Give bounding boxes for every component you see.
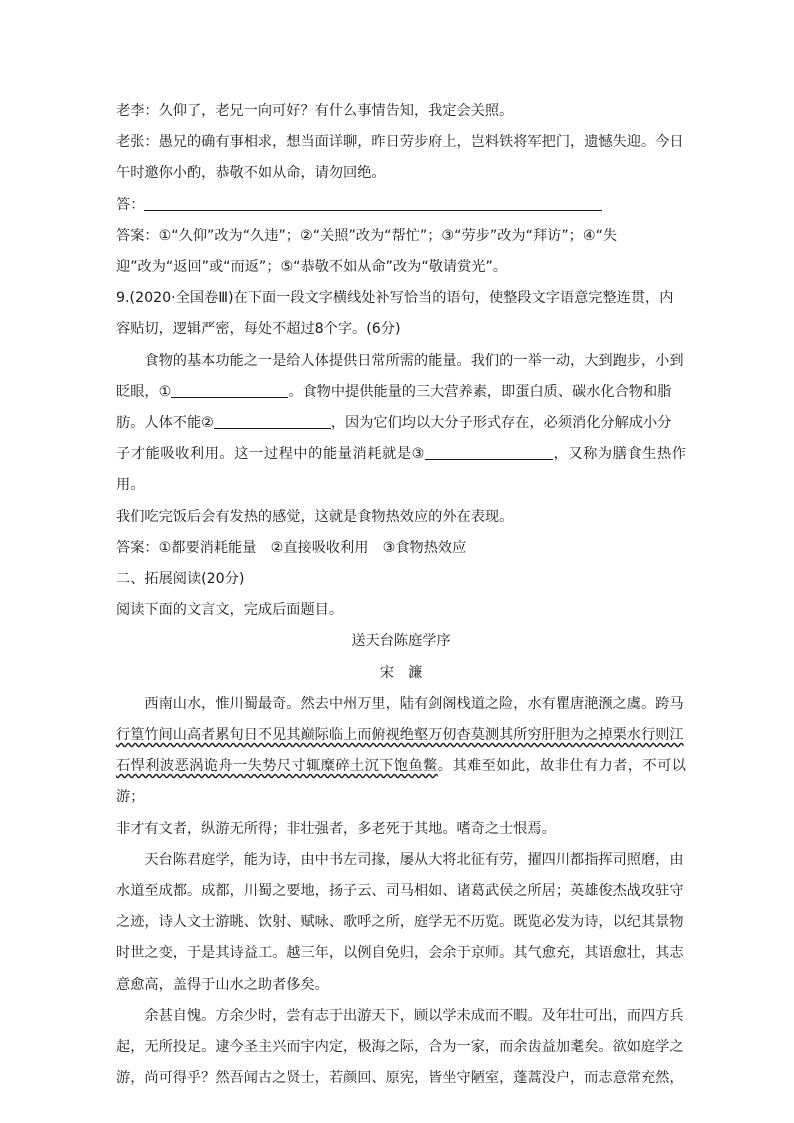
q9-para-line4 [116,439,686,501]
answer8-line1: 答案：①“久仰”改为“久违”；②“关照”改为“帮忙”；③“劳步”改为“拜访”；④“失 [116,227,618,244]
q9-para-line2 [116,377,686,408]
dialogue-li: 老李：久仰了，老兄一向可好？有什么事情告知，我定会关照。 [116,103,514,119]
q9-stem-line1: 9.(2020·全国卷Ⅲ)在下面一段文字横线处补写恰当的语句，使整段文字语意完整连贯，内 [116,290,674,307]
q9-para-line5: 我们吃完饭后会有发热的感觉，这就是食物热效应的外在表现。 [116,508,514,525]
passage-p1-line3 [116,751,686,813]
q9-stem-line2: 容贴切，逻辑严密，每处不超过8个字。(6分) [116,321,401,338]
passage-p2-line4: 时世之变，于是其诗益工。越三年，以例自免归，会余于京师。其气愈充，其语愈壮，其志 [116,945,684,962]
underlined-sentence: 行篁竹间山高者累旬日不见其巅际临上而俯视绝壑万仞杳莫测其所穷肝胆为之掉栗水行则江 [116,727,684,744]
passage-p2-line5: 意愈高，盖得于山水之助者侈矣。 [116,976,329,993]
passage-p3-line3: 游，尚可得乎？然吾闻古之贤士，若颜回、原宪，皆坐守陋室，蓬蒿没户，而志意常充然， [116,1070,684,1087]
answer8-line2: 迎”改为“返回”或“而返”；⑤“恭敬不如从命”改为“敬请赏光”。 [116,259,507,276]
underlined-sentence: 石悍利波恶涡诡舟一失势尺寸辄糜碎土沉下饱鱼鳖 [116,758,438,775]
fill-blank-3[interactable] [425,441,553,460]
passage-title: 送天台陈庭学序 [351,633,451,650]
q9-text: 肪。人体不能② [116,415,214,432]
passage-p3-line1: 余甚自愧。方余少时，尝有志于出游天下，顾以学未成而不暇。及年壮可出，而四方兵 [144,1007,684,1024]
q9-text: ，又称为膳食生热作用。 [116,446,686,494]
section-instruction: 阅读下面的文言文，完成后面题目。 [116,602,344,619]
fill-blank-2[interactable] [214,410,331,429]
answer-label: 答： [116,196,145,213]
passage-p3-line2: 起，无所投足。逮今圣主兴而宇内定，极海之际，合为一家，而余齿益加耄矣。欲如庭学之 [116,1039,684,1056]
answer-line [116,190,686,221]
passage-p2-line1: 天台陈君庭学，能为诗，由中书左司掾，屡从大将北征有劳，擢四川都指挥司照磨，由 [144,851,684,868]
q9-text: ，因为它们均以大分子形式存在，必须消化分解成小分 [330,415,672,432]
document-page [116,96,686,1095]
passage-p1-line1: 西南山水，惟川蜀最奇。然去中州万里，陆有剑阁栈道之险，水有瞿唐滟滪之虞。跨马 [144,695,684,712]
section-heading: 二、拓展阅读(20分) [116,571,245,588]
dialogue-zhang-line1: 老张：愚兄的确有事相求，想当面详聊，昨日劳步府上，岂料铁将军把门，遗憾失迎。今日 [116,134,684,151]
q9-para-line3 [116,408,686,439]
passage-author: 宋濂 [379,664,437,681]
fill-blank-1[interactable] [171,379,288,398]
q9-text: 。食物中提供能量的三大营养素，即蛋白质、碳水化合物和脂 [288,383,672,400]
passage-p2-line3: 之迹，诗人文士游眺、饮射、赋咏、歌呼之所，庭学无不历览。既览必发为诗，以纪其景物 [116,914,684,931]
passage-text: 。其难至如此，故非仕有力者，不可以游； [116,758,686,806]
answer-blank[interactable] [144,192,602,211]
q9-text: 眨眼，① [116,383,172,400]
passage-p2-line2: 水道至成都。成都，川蜀之要地，扬子云、司马相如、诸葛武侯之所居；英雄俊杰战攻驻守 [116,883,684,900]
q9-text: 子才能吸收利用。这一过程中的能量消耗就是③ [116,446,425,463]
q9-answer: 答案：①都要消耗能量 ②直接吸收利用 ③食物热效应 [116,539,467,556]
passage-p1-line4: 非才有文者，纵游无所得；非壮强者，多老死于其地。嗜奇之士恨焉。 [116,820,556,837]
passage-p1-line2 [116,720,686,751]
dialogue-zhang-line2: 午时邀你小酌，恭敬不如从命，请勿回绝。 [116,165,386,182]
q9-para-line1: 食物的基本功能之一是给人体提供日常所需的能量。我们的一举一动，大到跑步，小到 [144,352,684,369]
